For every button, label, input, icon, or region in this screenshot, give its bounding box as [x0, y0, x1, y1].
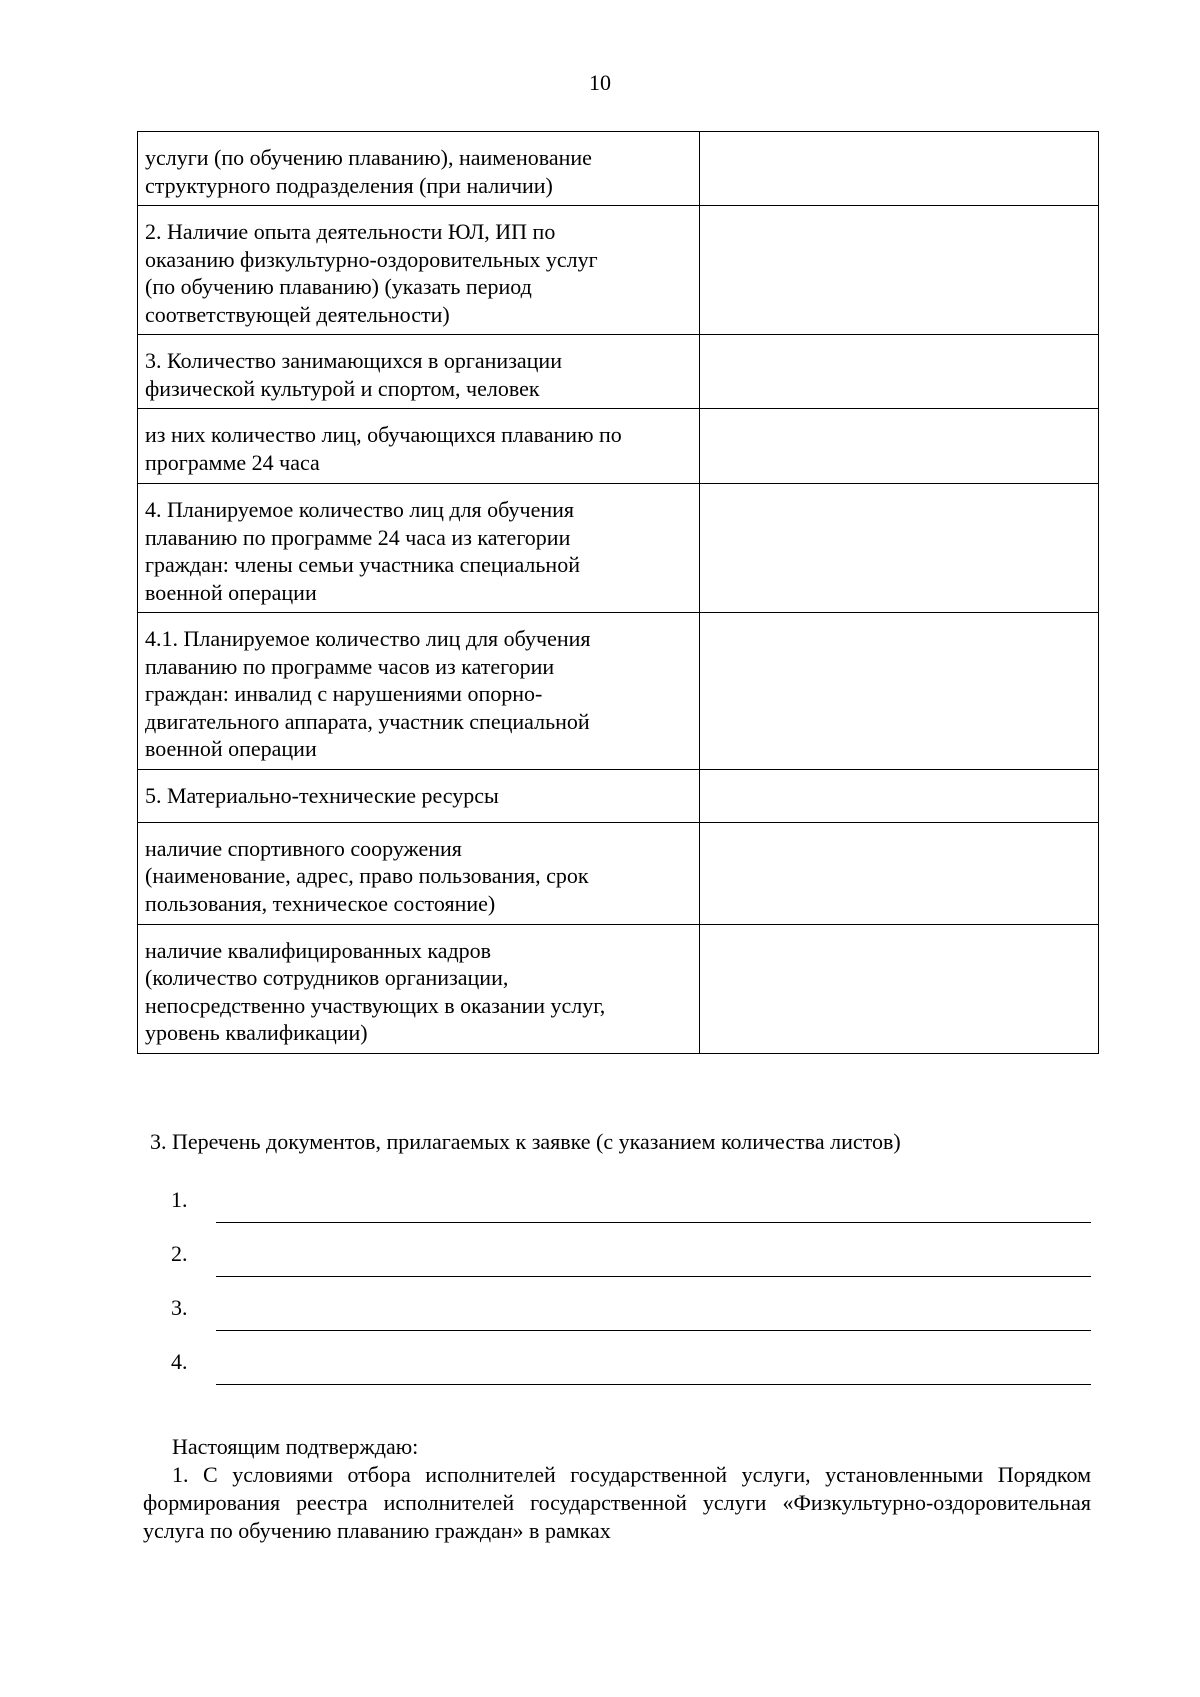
- table-row: [138, 924, 1099, 1053]
- row-label: 2. Наличие опыта деятельности ЮЛ, ИП по оказанию физкультурно-оздоровительных услуг (по обучению плаванию) (указать период соответствующей деятельности): [138, 206, 700, 335]
- row-value-cell[interactable]: [700, 409, 1099, 484]
- confirmation-intro: Настоящим подтверждаю:: [172, 1434, 419, 1459]
- page-number: 10: [589, 70, 611, 95]
- document-blank-line[interactable]: [216, 1330, 1091, 1331]
- document-item-number: 2.: [171, 1241, 188, 1266]
- table-row: [138, 132, 1099, 206]
- table-row: [138, 335, 1099, 409]
- row-label: наличие спортивного сооружения (наименование, адрес, право пользования, срок пользования, техническое состояние): [138, 822, 700, 924]
- document-item-number: 3.: [171, 1295, 188, 1320]
- row-label: услуги (по обучению плаванию), наименование структурного подразделения (при наличии): [138, 132, 700, 206]
- row-value-cell[interactable]: [700, 206, 1099, 335]
- row-label: 4. Планируемое количество лиц для обучения плаванию по программе 24 часа из категории граждан: члены семьи участника специальной военной операции: [138, 484, 700, 613]
- document-item: [171, 1186, 1091, 1226]
- row-value-cell[interactable]: [700, 613, 1099, 770]
- document-blank-line[interactable]: [216, 1276, 1091, 1277]
- table-row: [138, 206, 1099, 335]
- row-label: 5. Материально-технические ресурсы: [138, 769, 700, 822]
- table-row: [138, 769, 1099, 822]
- row-value-cell[interactable]: [700, 822, 1099, 924]
- row-value-cell[interactable]: [700, 484, 1099, 613]
- row-label: наличие квалифицированных кадров (количество сотрудников организации, непосредственно участвующих в оказании услуг, уровень квалификации): [138, 924, 700, 1053]
- table-row: [138, 822, 1099, 924]
- table-row: [138, 484, 1099, 613]
- row-value-cell[interactable]: [700, 132, 1099, 206]
- document-item: [171, 1294, 1091, 1334]
- table-row: [138, 613, 1099, 770]
- row-value-cell[interactable]: [700, 769, 1099, 822]
- document-blank-line[interactable]: [216, 1222, 1091, 1223]
- document-item-number: 1.: [171, 1187, 188, 1212]
- document-blank-line[interactable]: [216, 1384, 1091, 1385]
- row-value-cell[interactable]: [700, 924, 1099, 1053]
- row-label: 3. Количество занимающихся в организации физической культурой и спортом, человек: [138, 335, 700, 409]
- row-value-cell[interactable]: [700, 335, 1099, 409]
- document-item: [171, 1348, 1091, 1388]
- document-item-number: 4.: [171, 1349, 188, 1374]
- application-table: [137, 131, 1099, 1054]
- confirmation-paragraph: 1. С условиями отбора исполнителей государственной услуги, установленными Порядком формирования реестра исполнителей государственной услуги «Физкультурно-оздоровительная услуга по обучению плаванию граждан» в рамках: [143, 1462, 1091, 1543]
- documents-list-heading: 3. Перечень документов, прилагаемых к заявке (с указанием количества листов): [150, 1129, 901, 1154]
- document-item: [171, 1240, 1091, 1280]
- row-label: 4.1. Планируемое количество лиц для обучения плаванию по программе часов из категории граждан: инвалид с нарушениями опорно- двигательного аппарата, участник специальной военной операции: [138, 613, 700, 770]
- table-row: [138, 409, 1099, 484]
- row-label: из них количество лиц, обучающихся плаванию по программе 24 часа: [138, 409, 700, 484]
